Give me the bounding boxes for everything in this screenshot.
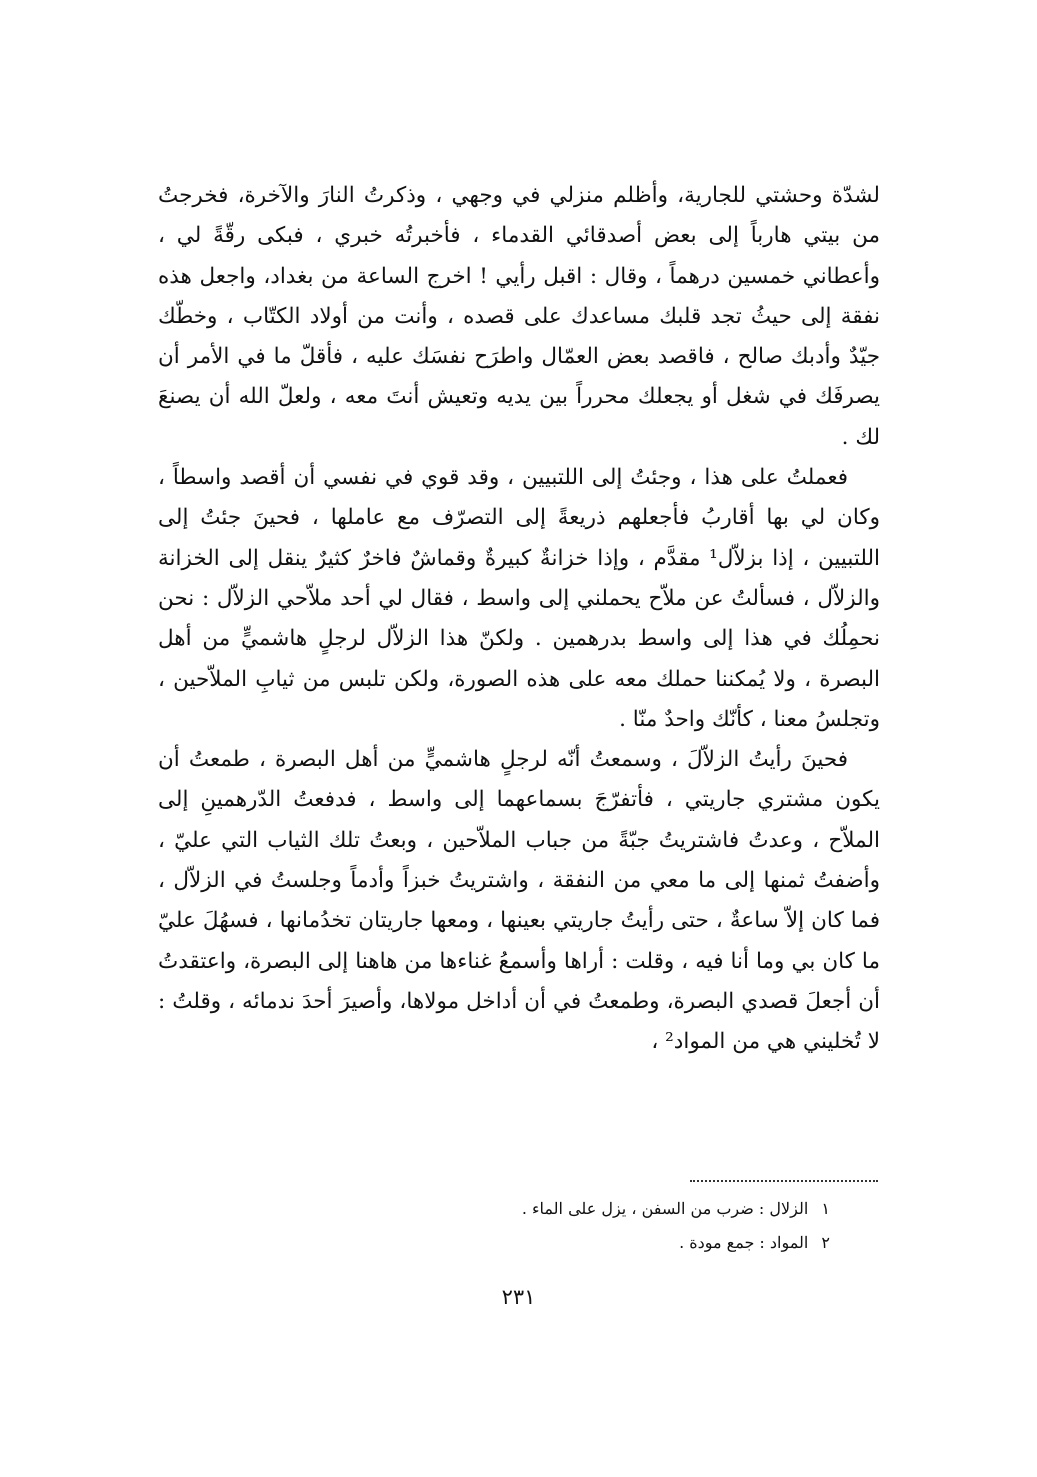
footnote-text: المواد : جمع مودة . (679, 1233, 809, 1252)
footnote-number: ١ (821, 1199, 830, 1218)
paragraph: فعملتُ على هذا ، وجئتُ إلى اللتبيين ، وقد قوي في نفسي أن أقصد واسطاً ، وكان لي بها أقاربُ فأجعلهم ذريعةً إلى التصرّف مع عاملها ، فحينَ جئتُ إلى اللتبيين ، إذا بزلاّل¹ مقدَّم ، وإذا خزانةٌ كبيرةٌ وقماشٌ فاخرٌ كثيرٌ ينقل إلى الخزانة والزلاّل ، فسألتُ عن ملاّح يحملني إلى واسط ، فقال لي أحد ملاّحي الزلاّل : نحن نحمِلُك في هذا إلى واسط بدرهمين . ولكنّ هذا الزلاّل لرجلٍ هاشميٍّ من أهل البصرة ، ولا يُمكننا حملك معه على هذه الصورة، ولكن تلبس من ثيابِ الملاّحين ، وتجلسُ معنا ، كأنّك واحدٌ منّا . (158, 465, 880, 732)
footnotes (450, 1192, 830, 1260)
body-text (158, 176, 880, 1063)
paragraph: فحينَ رأيتُ الزلاّلَ ، وسمعتُ أنّه لرجلٍ هاشميٍّ من أهل البصرة ، طمعتُ أن يكون مشتري جاريتي ، فأتفرّجَ بسماعهما إلى واسط ، فدفعتُ الدّرهمينِ إلى الملاّح ، وعدتُ فاشتريتُ جبّةً من جباب الملاّحين ، وبعتُ تلك الثياب التي عليّ ، وأضفتُ ثمنها إلى ما معي من النفقة ، واشتريتُ خبزاً وأدماً وجلستُ في الزلاّل ، فما كان إلاّ ساعةٌ ، حتى رأيتُ جاريتي بعينها ، ومعها جاريتان تخدُمانها ، فسهُلَ عليّ ما كان بي وما أنا فيه ، وقلت : أراها وأسمعُ غناءها من هاهنا إلى البصرة، واعتقدتُ أن أجعلَ قصدي البصرة، وطمعتُ في أن أداخل مولاها، وأصيرَ أحدَ ندمائه ، وقلتُ : لا تُخليني هي من المواد² ، (158, 747, 880, 1055)
footnote-text: الزلال : ضرب من السفن ، يزل على الماء . (521, 1199, 809, 1218)
page-number: ٢٣١ (501, 1285, 536, 1309)
footnote-number: ٢ (821, 1233, 830, 1252)
footnote-separator (690, 1180, 878, 1182)
footnote (450, 1192, 830, 1226)
paragraph: لشدّة وحشتي للجارية، وأظلم منزلي في وجهي ، وذكرتُ النارَ والآخرة، فخرجتُ من بيتي هارباً إلى بعض أصدقائي القدماء ، فأخبرتُه خبري ، فبكى رقّةً لي ، وأعطاني خمسين درهماً ، وقال : اقبل رأيي ! اخرج الساعة من بغداد، واجعل هذه نفقة إلى حيثُ تجد قلبك مساعدك على قصده ، وأنت من أولاد الكتّاب ، وخطّك جيّدٌ وأدبك صالح ، فاقصد بعض العمّال واطرَح نفسَك عليه ، فأقلّ ما في الأمر أن يصرفَك في شغل أو يجعلك محرراً بين يديه وتعيش أنتَ معه ، ولعلّ الله أن يصنعَ لك . (158, 183, 880, 450)
footnote (450, 1226, 830, 1260)
